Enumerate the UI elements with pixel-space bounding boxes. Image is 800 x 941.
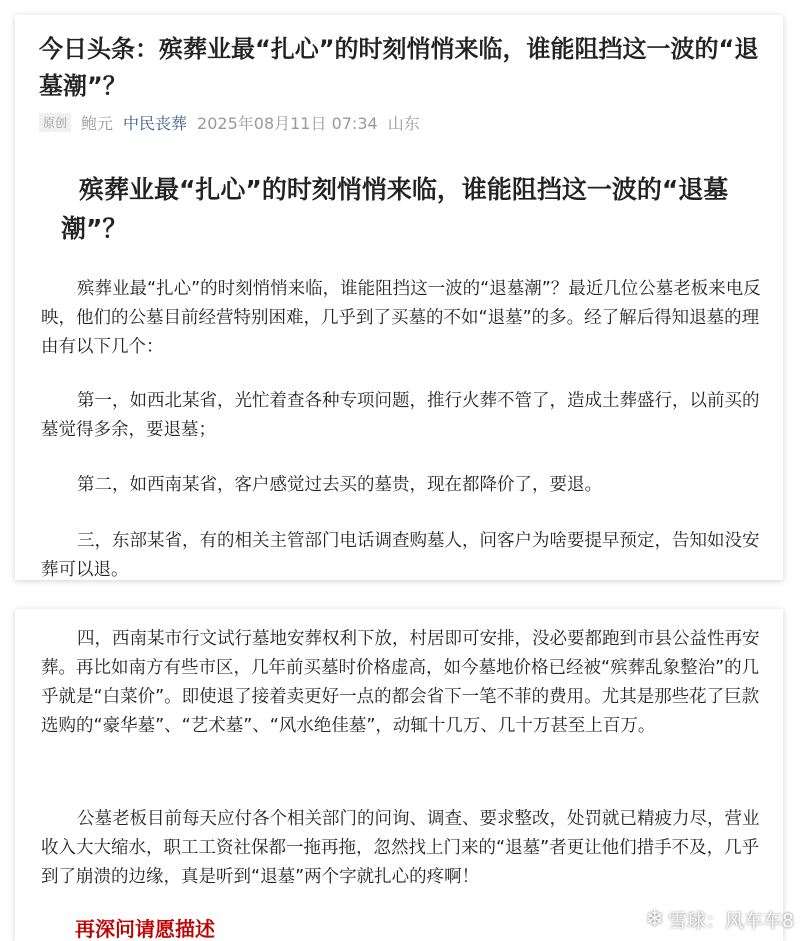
watermark-text: 雪球：风车车8: [667, 910, 794, 932]
snowball-icon: ❄: [645, 907, 664, 932]
article-title: 今日头条：殡葬业最“扎心”的时刻悄悄来临，谁能阻挡这一波的“退墓潮”？: [39, 35, 759, 100]
article-headline: 殡葬业最“扎心”的时刻悄悄来临，谁能阻挡这一波的“退墓潮”？: [61, 175, 729, 243]
paragraph: 第一，如西北某省，光忙着查各种专项问题，推行火葬不管了，造成土葬盛行，以前买的墓觉得多余，要退墓；: [41, 391, 760, 440]
original-badge: 原创: [39, 113, 71, 132]
paragraph: 殡葬业最“扎心”的时刻悄悄来临，谁能阻挡这一波的“退墓潮”？最近几位公墓老板来电反映，他们的公墓目前经营特别困难，几乎到了买墓的不如“退墓”的多。经了解后得知退墓的理由有以下几个：: [41, 279, 761, 357]
article-continuation-card: [15, 609, 783, 941]
section-heading: 再深问请愿描述: [75, 917, 215, 941]
publish-date: 2025年08月11日 07:34: [197, 113, 378, 133]
paragraph: 四，西南某市行文试行墓地安葬权利下放，村居即可安排，没必要都跑到市县公益性再安葬。再比如南方有些市区，几年前买墓时价格虚高，如今墓地价格已经被“殡葬乱象整治”的几乎就是“白菜价”。即使退了接着卖更好一点的都会省下一笔不菲的费用。尤其是那些花了巨款选购的“豪华墓”、“艺术墓”、“风水绝佳墓”，动辄十几万、几十万甚至上百万。: [41, 629, 760, 736]
article-card: [15, 15, 783, 580]
publish-location: 山东: [387, 113, 420, 133]
source-account-link[interactable]: 中民丧葬: [123, 113, 188, 133]
author-name[interactable]: 鲍元: [81, 113, 114, 133]
paragraph: 公墓老板目前每天应付各个相关部门的问询、调查、要求整改，处罚就已精疲力尽，营业收入大大缩水，职工工资社保都一拖再拖，忽然找上门来的“退墓”者更让他们措手不及，几乎到了崩溃的边缘，真是听到“退墓”两个字就扎心的疼啊！: [41, 809, 760, 887]
watermark: [645, 906, 794, 933]
paragraph: 第二，如西南某省，客户感觉过去买的墓贵，现在都降价了，要退。: [77, 475, 602, 495]
paragraph: 三，东部某省，有的相关主管部门电话调查购墓人，问客户为啥要提早预定，告知如没安葬可以退。: [41, 531, 760, 580]
article-meta: [39, 111, 420, 133]
